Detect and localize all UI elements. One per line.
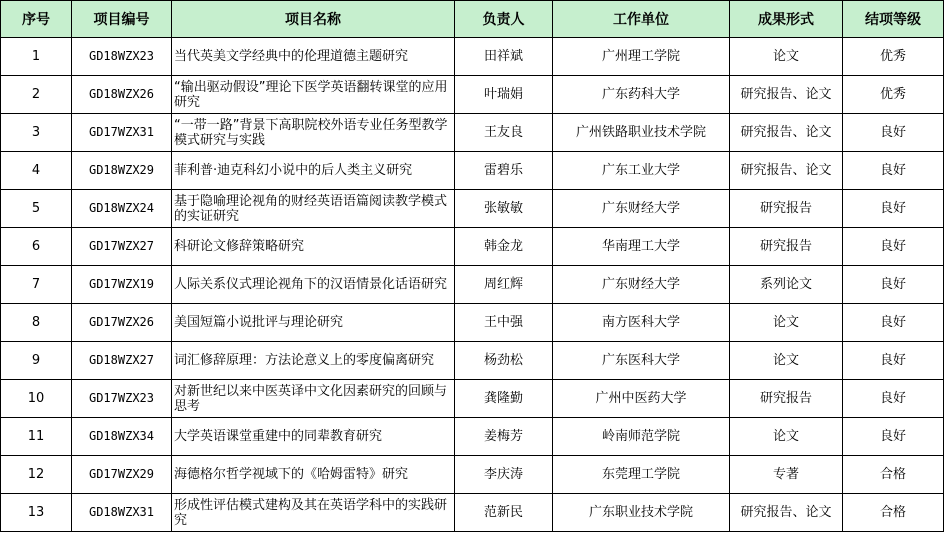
cell-leader: 韩金龙	[455, 228, 553, 266]
cell-index: 12	[1, 456, 72, 494]
cell-work-unit: 广州理工学院	[553, 38, 730, 76]
cell-work-unit: 广东医科大学	[553, 342, 730, 380]
cell-leader: 周红辉	[455, 266, 553, 304]
cell-result-form: 专著	[730, 456, 843, 494]
cell-project-name: 形成性评估模式建构及其在英语学科中的实践研究	[172, 494, 455, 532]
cell-grade: 良好	[843, 304, 944, 342]
cell-work-unit: 广东药科大学	[553, 76, 730, 114]
table-row	[1, 494, 944, 532]
cell-leader: 范新民	[455, 494, 553, 532]
cell-project-name: 当代英美文学经典中的伦理道德主题研究	[172, 38, 455, 76]
header-grade: 结项等级	[843, 1, 944, 38]
cell-result-form: 研究报告	[730, 380, 843, 418]
cell-work-unit: 广东财经大学	[553, 266, 730, 304]
cell-leader: 田祥斌	[455, 38, 553, 76]
cell-project-name: 对新世纪以来中医英译中文化因素研究的回顾与思考	[172, 380, 455, 418]
cell-work-unit: 南方医科大学	[553, 304, 730, 342]
cell-index: 11	[1, 418, 72, 456]
table-row	[1, 38, 944, 76]
cell-work-unit: 广东职业技术学院	[553, 494, 730, 532]
cell-index: 8	[1, 304, 72, 342]
cell-result-form: 研究报告	[730, 228, 843, 266]
cell-work-unit: 广东工业大学	[553, 152, 730, 190]
header-project-name: 项目名称	[172, 1, 455, 38]
cell-index: 13	[1, 494, 72, 532]
cell-project-id: GD17WZX23	[72, 380, 172, 418]
cell-leader: 叶瑞娟	[455, 76, 553, 114]
table-row	[1, 418, 944, 456]
cell-project-name: 大学英语课堂重建中的同辈教育研究	[172, 418, 455, 456]
table-row	[1, 266, 944, 304]
cell-index: 1	[1, 38, 72, 76]
cell-project-id: GD18WZX23	[72, 38, 172, 76]
cell-work-unit: 广州铁路职业技术学院	[553, 114, 730, 152]
header-work-unit: 工作单位	[553, 1, 730, 38]
cell-project-id: GD18WZX26	[72, 76, 172, 114]
cell-index: 5	[1, 190, 72, 228]
cell-index: 10	[1, 380, 72, 418]
cell-project-name: 科研论文修辞策略研究	[172, 228, 455, 266]
table-row	[1, 152, 944, 190]
cell-project-name: 基于隐喻理论视角的财经英语语篇阅读教学模式的实证研究	[172, 190, 455, 228]
cell-project-id: GD18WZX34	[72, 418, 172, 456]
cell-grade: 良好	[843, 380, 944, 418]
table-row	[1, 304, 944, 342]
table-row	[1, 76, 944, 114]
cell-grade: 良好	[843, 266, 944, 304]
header-index: 序号	[1, 1, 72, 38]
cell-grade: 优秀	[843, 76, 944, 114]
cell-result-form: 论文	[730, 304, 843, 342]
cell-project-id: GD17WZX19	[72, 266, 172, 304]
cell-project-id: GD18WZX29	[72, 152, 172, 190]
cell-project-id: GD17WZX27	[72, 228, 172, 266]
table-row	[1, 190, 944, 228]
cell-leader: 姜梅芳	[455, 418, 553, 456]
cell-project-id: GD18WZX31	[72, 494, 172, 532]
cell-grade: 优秀	[843, 38, 944, 76]
cell-work-unit: 华南理工大学	[553, 228, 730, 266]
cell-grade: 良好	[843, 114, 944, 152]
cell-project-id: GD18WZX24	[72, 190, 172, 228]
cell-grade: 良好	[843, 342, 944, 380]
cell-index: 7	[1, 266, 72, 304]
cell-leader: 李庆涛	[455, 456, 553, 494]
cell-leader: 张敏敏	[455, 190, 553, 228]
table-row	[1, 114, 944, 152]
cell-index: 3	[1, 114, 72, 152]
cell-index: 6	[1, 228, 72, 266]
cell-result-form: 论文	[730, 342, 843, 380]
cell-project-name: 海德格尔哲学视域下的《哈姆雷特》研究	[172, 456, 455, 494]
cell-grade: 良好	[843, 228, 944, 266]
cell-work-unit: 广州中医药大学	[553, 380, 730, 418]
cell-project-id: GD17WZX29	[72, 456, 172, 494]
table-body	[1, 38, 944, 532]
cell-grade: 合格	[843, 494, 944, 532]
cell-index: 9	[1, 342, 72, 380]
table-row	[1, 456, 944, 494]
cell-grade: 合格	[843, 456, 944, 494]
cell-result-form: 研究报告	[730, 190, 843, 228]
cell-project-name: “一带一路”背景下高职院校外语专业任务型教学模式研究与实践	[172, 114, 455, 152]
cell-leader: 杨劲松	[455, 342, 553, 380]
cell-work-unit: 岭南师范学院	[553, 418, 730, 456]
cell-project-id: GD17WZX31	[72, 114, 172, 152]
table-row	[1, 342, 944, 380]
cell-result-form: 研究报告、论文	[730, 494, 843, 532]
cell-leader: 龚隆勤	[455, 380, 553, 418]
cell-project-name: 菲利普·迪克科幻小说中的后人类主义研究	[172, 152, 455, 190]
cell-grade: 良好	[843, 418, 944, 456]
cell-project-name: 人际关系仪式理论视角下的汉语情景化话语研究	[172, 266, 455, 304]
cell-index: 4	[1, 152, 72, 190]
cell-result-form: 系列论文	[730, 266, 843, 304]
cell-result-form: 论文	[730, 418, 843, 456]
cell-project-id: GD18WZX27	[72, 342, 172, 380]
header-project-id: 项目编号	[72, 1, 172, 38]
cell-result-form: 论文	[730, 38, 843, 76]
cell-result-form: 研究报告、论文	[730, 114, 843, 152]
cell-result-form: 研究报告、论文	[730, 152, 843, 190]
table-row	[1, 228, 944, 266]
header-row	[1, 1, 944, 38]
cell-grade: 良好	[843, 190, 944, 228]
cell-leader: 雷碧乐	[455, 152, 553, 190]
cell-index: 2	[1, 76, 72, 114]
header-result-form: 成果形式	[730, 1, 843, 38]
cell-project-name: “输出驱动假设”理论下医学英语翻转课堂的应用研究	[172, 76, 455, 114]
cell-work-unit: 东莞理工学院	[553, 456, 730, 494]
cell-project-name: 词汇修辞原理：方法论意义上的零度偏离研究	[172, 342, 455, 380]
cell-grade: 良好	[843, 152, 944, 190]
cell-project-name: 美国短篇小说批评与理论研究	[172, 304, 455, 342]
cell-leader: 王友良	[455, 114, 553, 152]
table-row	[1, 380, 944, 418]
cell-result-form: 研究报告、论文	[730, 76, 843, 114]
cell-project-id: GD17WZX26	[72, 304, 172, 342]
header-leader: 负责人	[455, 1, 553, 38]
cell-work-unit: 广东财经大学	[553, 190, 730, 228]
cell-leader: 王中强	[455, 304, 553, 342]
